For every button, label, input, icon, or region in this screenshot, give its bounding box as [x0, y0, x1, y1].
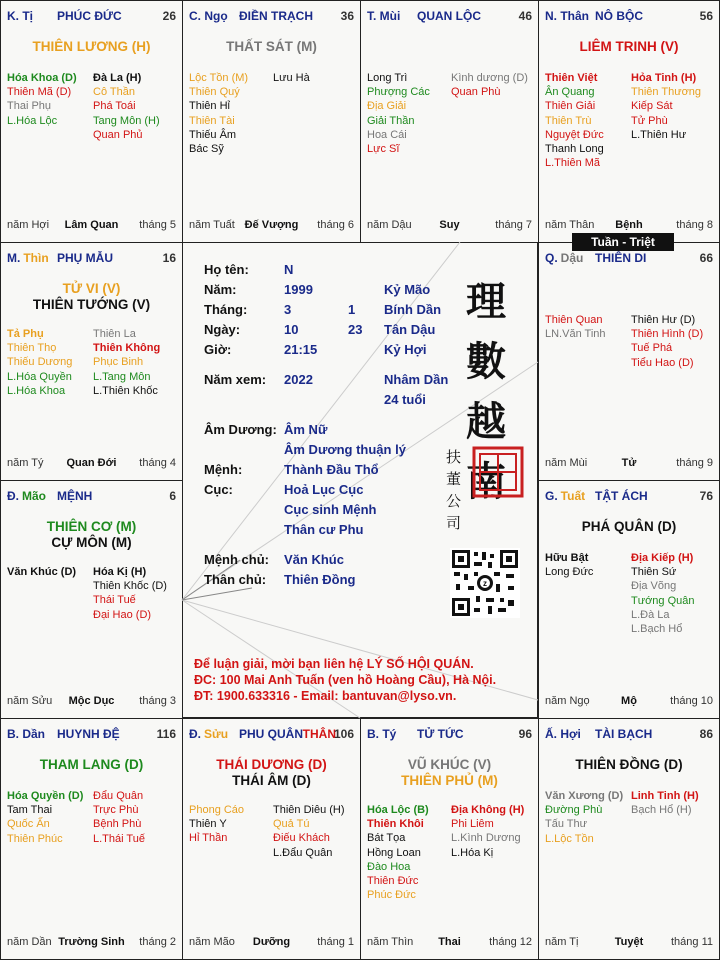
minor-star: L.Hóa Lộc: [7, 114, 58, 127]
footer-month: tháng 11: [670, 936, 713, 948]
lunar-values: [348, 300, 362, 340]
minor-star: Thiếu Âm: [189, 128, 237, 141]
branch-text: G.: [545, 489, 558, 503]
footer-life-stage: Thai: [438, 936, 461, 948]
contact-info: [194, 656, 496, 704]
destiny-labels: [204, 420, 277, 590]
footer-year: năm Dậu: [367, 219, 412, 231]
footer-month: tháng 1: [317, 936, 354, 948]
minor-star: Hữu Bật: [545, 552, 589, 564]
month-can-chi: Bính Dần: [384, 302, 442, 317]
hour-label: Giờ:: [204, 342, 232, 357]
minor-star: L.Thiên Hư: [631, 128, 687, 141]
footer-month: tháng 7: [495, 219, 532, 231]
am-duong-relation: Âm Dương thuận lý: [284, 442, 406, 457]
cuc-relation: Cục sinh Mệnh: [284, 502, 377, 517]
minor-star: Thiên Việt: [545, 72, 598, 84]
minor-star: Thiên Tài: [189, 114, 235, 127]
palace-name: QUAN LỘC: [417, 9, 481, 23]
minor-star: Kình dương (D): [451, 72, 528, 84]
minor-star: Phúc Đức: [367, 889, 416, 902]
vertical-text: [446, 446, 461, 534]
palace-age: 46: [518, 9, 532, 23]
branch-text: T. Mùi: [367, 9, 401, 23]
minor-star: Kiếp Sát: [631, 100, 673, 113]
minor-star: Ân Quang: [545, 86, 595, 99]
minor-star: L.Kình Dương: [451, 832, 521, 845]
minor-star: Đà La (H): [93, 72, 142, 84]
minor-star: Phục Binh: [93, 356, 144, 369]
minor-star: Hồng Loan: [367, 846, 421, 859]
minor-star: Giải Thần: [367, 114, 415, 127]
palace-age: 116: [156, 727, 176, 741]
footer-year: năm Tị: [545, 936, 579, 948]
branch-element: Dậu: [560, 251, 584, 265]
hour-value: 21:15: [284, 342, 318, 357]
menh-value: Thành Đầu Thổ: [284, 462, 379, 477]
footer-year: năm Tý: [7, 457, 44, 469]
vertical-char-2: 董: [446, 470, 462, 488]
contact-line-1: Để luận giải, mời bạn liên hệ LÝ SỐ HỘI QUÁN.: [194, 657, 474, 671]
minor-star: Thiên Quan: [545, 314, 603, 326]
branch-text: B. Tý: [367, 727, 397, 741]
palace-name: ĐIỀN TRẠCH: [239, 9, 313, 23]
branch-text: Đ.: [7, 489, 19, 503]
menh-chu-value: Văn Khúc: [284, 552, 344, 567]
minor-star: L.Bạch Hổ: [631, 623, 683, 636]
calligraphy-char-4: 南: [466, 458, 506, 505]
palace-age: 96: [518, 727, 532, 741]
minor-star: Quan Phủ: [93, 128, 143, 141]
main-star: THÁI ÂM (D): [232, 773, 311, 788]
day-label: Ngày:: [204, 322, 241, 337]
palace-age: 26: [162, 9, 176, 23]
minor-star: L.Tang Môn: [93, 370, 151, 383]
branch-text: M.: [7, 251, 21, 265]
minor-star: Thiên Thương: [631, 86, 702, 99]
vertical-char-3: 公: [446, 492, 462, 510]
minor-star: L.Đẩu Quân: [273, 846, 333, 859]
footer-month: tháng 2: [139, 936, 176, 948]
footer-life-stage: Mộ: [621, 695, 637, 707]
main-star: PHÁ QUÂN (D): [581, 519, 677, 534]
minor-star: Địa Giải: [367, 100, 407, 113]
main-star: VŨ KHÚC (V): [407, 757, 492, 772]
footer-life-stage: Đế Vượng: [244, 219, 299, 231]
footer-month: tháng 3: [139, 695, 176, 707]
minor-star: Tam Thai: [7, 804, 53, 817]
minor-star: Thiên Hỉ: [189, 100, 230, 113]
calligraphy-char-2: 數: [466, 338, 506, 385]
palace-name: TÀI BẠCH: [595, 727, 653, 741]
minor-star: Hoa Cái: [367, 128, 407, 141]
minor-star: Thiên Khốc (D): [93, 580, 167, 593]
footer-month: tháng 4: [139, 457, 176, 469]
footer-month: tháng 5: [139, 219, 176, 231]
minor-star: Văn Xương (D): [545, 790, 624, 802]
minor-star: Địa Võng: [631, 580, 677, 593]
than-chu-label: Thân chủ:: [204, 572, 267, 587]
minor-star: Thái Tuế: [93, 594, 136, 607]
cuc-value: Hoả Lục Cục: [284, 482, 364, 497]
minor-star: Quan Phù: [451, 86, 501, 99]
destiny-values: [284, 420, 406, 590]
minor-star: Điếu Khách: [273, 832, 330, 845]
day-value: 10: [284, 322, 299, 337]
minor-star: Tang Môn (H): [93, 114, 160, 127]
minor-star: Long Trì: [367, 72, 408, 84]
minor-star: Địa Kiếp (H): [631, 552, 694, 564]
minor-star: L.Hóa Kị: [451, 846, 494, 859]
minor-star: Phi Liêm: [451, 818, 494, 831]
palace-name: PHÚC ĐỨC: [57, 9, 122, 23]
minor-star: Thiên Quý: [189, 86, 240, 99]
info-labels: [204, 260, 266, 390]
minor-star: Phá Toái: [93, 100, 136, 113]
minor-star: L.Hóa Khoa: [7, 384, 66, 397]
lunar-month: 1: [348, 302, 356, 317]
year-label: Năm:: [204, 282, 237, 297]
branch-text: C. Ngọ: [189, 9, 228, 23]
minor-star: L.Thái Tuế: [93, 832, 145, 845]
footer-month: tháng 8: [676, 219, 713, 231]
cuc-label: Cục:: [204, 482, 233, 497]
main-star: THIÊN CƠ (M): [46, 519, 137, 534]
lunar-day: 23: [348, 322, 363, 337]
footer-year: năm Mùi: [545, 457, 588, 469]
am-duong-label: Âm Dương:: [204, 422, 277, 437]
minor-star: Hỏa Tinh (H): [631, 72, 697, 84]
footer-month: tháng 10: [670, 695, 713, 707]
minor-star: Trực Phù: [93, 804, 139, 817]
main-star: THIÊN LƯƠNG (H): [32, 39, 151, 54]
footer-month: tháng 12: [489, 936, 532, 948]
minor-star: L.Thiên Khốc: [93, 384, 158, 397]
minor-star: Thiên Hình (D): [631, 328, 704, 341]
main-star: THÁI DƯƠNG (D): [216, 757, 327, 772]
name-label: Họ tên:: [204, 262, 249, 277]
palace-name: TẬT ÁCH: [595, 489, 648, 503]
year-can-chi: Kỷ Mão: [384, 282, 431, 297]
footer-life-stage: Suy: [439, 219, 460, 231]
minor-star: L.Thiên Mã: [545, 157, 601, 170]
minor-star: Lộc Tồn (M): [189, 72, 249, 84]
menh-label: Mệnh:: [204, 462, 243, 477]
red-seal-stamp: [470, 444, 526, 500]
main-star: THIÊN ĐỒNG (D): [575, 757, 683, 772]
minor-star: Đẩu Quân: [93, 790, 144, 802]
branch-text: B. Dần: [7, 727, 46, 741]
calligraphy-char-3: 越: [466, 398, 506, 445]
qr-code: [450, 548, 520, 618]
minor-star: Cô Thần: [93, 86, 135, 99]
palace-name: PHU QUÂN: [239, 727, 304, 741]
minor-star: Văn Khúc (D): [7, 566, 77, 578]
palace-name: NÔ BỘC: [595, 9, 643, 23]
minor-star: Tử Phù: [631, 114, 668, 127]
minor-star: Bát Tọa: [367, 832, 406, 845]
branch-text: K. Tị: [7, 9, 33, 23]
minor-star: Phong Cáo: [189, 804, 245, 816]
minor-star: L.Hóa Quyền: [7, 370, 72, 383]
palace-age: 86: [699, 727, 713, 741]
minor-star: Bác Sỹ: [189, 143, 224, 156]
contact-line-3: ĐT: 1900.633316 - Email: bantuvan@lyso.vn.: [194, 689, 457, 703]
minor-star: Thiên Trù: [545, 114, 592, 127]
branch-text: Đ.: [189, 727, 201, 741]
than-position: Thân cư Phu: [284, 522, 364, 537]
minor-star: Hỉ Thần: [189, 832, 228, 845]
minor-star: Nguyệt Đức: [545, 128, 604, 141]
footer-year: năm Hợi: [7, 219, 50, 231]
am-duong-value: Âm Nữ: [284, 422, 328, 437]
minor-star: Tướng Quân: [631, 594, 695, 607]
minor-star: Lực Sĩ: [367, 143, 400, 156]
footer-month: tháng 9: [676, 457, 713, 469]
footer-year: năm Sửu: [7, 695, 53, 707]
branch-text: Q.: [545, 251, 558, 265]
minor-star: Thiên Sứ: [631, 566, 677, 579]
branch-element: Mão: [22, 489, 46, 503]
minor-star: LN.Văn Tinh: [545, 328, 606, 341]
minor-star: Tuế Phá: [631, 342, 673, 355]
main-star: THIÊN PHỦ (M): [401, 773, 498, 788]
footer-year: năm Ngọ: [545, 695, 590, 707]
minor-star: Thiên Thọ: [7, 342, 57, 355]
name-value: N: [284, 262, 294, 277]
minor-star: Quả Tú: [273, 818, 310, 831]
minor-star: Hóa Quyền (D): [7, 790, 84, 802]
main-star: CỰ MÔN (M): [51, 535, 132, 550]
minor-star: Lưu Hà: [273, 72, 310, 84]
minor-star: Thiên Y: [189, 818, 227, 831]
palace-name: THIÊN DI: [595, 251, 647, 265]
minor-star: Linh Tinh (H): [631, 790, 699, 802]
year-value: 1999: [284, 282, 313, 297]
contact-line-2: ĐC: 100 Mai Anh Tuấn (ven hồ Hoàng Cầu), Hà Nội.: [194, 673, 497, 687]
palace-name: HUYNH ĐỆ: [57, 727, 120, 741]
palace-name: MỆNH: [57, 489, 93, 503]
minor-star: Phượng Các: [367, 86, 430, 99]
minor-star: Thiên Hư (D): [631, 314, 696, 326]
palace-age: 66: [699, 251, 713, 265]
minor-star: L.Lộc Tồn: [545, 832, 594, 845]
minor-star: Thiên Khôi: [367, 818, 424, 831]
hour-can-chi: Kỷ Hợi: [384, 342, 427, 357]
main-star: THẤT SÁT (M): [226, 39, 317, 54]
view-year-value: 2022: [284, 372, 313, 387]
palace-age: 56: [699, 9, 713, 23]
age-text: 24 tuổi: [384, 392, 426, 407]
main-star: THAM LANG (D): [39, 757, 144, 772]
minor-star: Bạch Hổ (H): [631, 804, 692, 817]
palace-age: 6: [169, 489, 176, 503]
minor-star: Tiểu Hao (D): [631, 356, 694, 369]
footer-year: năm Mão: [189, 936, 235, 948]
minor-star: Tấu Thư: [545, 818, 588, 831]
minor-star: Quốc Ấn: [7, 818, 50, 831]
footer-year: năm Tuất: [189, 219, 235, 231]
minor-star: Thai Phụ: [7, 100, 52, 113]
info-values: [284, 260, 317, 390]
minor-star: Thiên La: [93, 328, 136, 340]
branch-element: Tuất: [560, 489, 586, 503]
main-star: TỬ VI (V): [62, 281, 121, 296]
minor-star: Thiên Không: [93, 342, 161, 355]
minor-star: Thanh Long: [545, 143, 604, 156]
minor-star: Đường Phù: [545, 804, 603, 817]
footer-life-stage: Lâm Quan: [64, 219, 119, 231]
minor-star: Hóa Kị (H): [93, 566, 147, 578]
minor-star: Đại Hao (D): [93, 608, 152, 621]
minor-star: Hóa Lộc (B): [367, 804, 429, 816]
palace-age: 76: [699, 489, 713, 503]
can-chi-values: [384, 280, 448, 410]
minor-star: Địa Không (H): [451, 804, 525, 816]
minor-star: L.Đà La: [631, 608, 670, 621]
month-label: Tháng:: [204, 302, 248, 317]
vertical-char-1: 扶: [446, 448, 462, 466]
branch-text: N. Thân: [545, 9, 589, 23]
than-tag: THÂN: [302, 727, 336, 741]
branch-element: Sửu: [204, 727, 229, 741]
footer-life-stage: Quan Đới: [66, 457, 117, 469]
footer-life-stage: Dưỡng: [252, 936, 291, 948]
minor-star: Thiên Mã (D): [7, 86, 72, 99]
footer-life-stage: Bệnh: [615, 219, 643, 231]
palace-age: 16: [162, 251, 176, 265]
minor-star: Thiên Phúc: [7, 832, 63, 845]
branch-text: Ấ. Hợi: [545, 727, 581, 741]
minor-star: Long Đức: [545, 566, 594, 579]
footer-life-stage: Mộc Dục: [68, 695, 115, 707]
svg-text:z: z: [483, 579, 487, 588]
month-value: 3: [284, 302, 292, 317]
footer-month: tháng 6: [317, 219, 354, 231]
vertical-char-4: 司: [446, 514, 462, 532]
minor-star: Thiên Giải: [545, 100, 596, 113]
view-year-label: Năm xem:: [204, 372, 267, 387]
palace-name: PHỤ MẪU: [57, 251, 113, 265]
calligraphy-char-1: 理: [466, 278, 506, 325]
footer-year: năm Thân: [545, 219, 595, 231]
tuan-triet-badge: Tuần - Triệt: [572, 233, 674, 251]
footer-life-stage: Tử: [621, 457, 637, 469]
minor-star: Hóa Khoa (D): [7, 72, 77, 84]
footer-year: năm Thìn: [367, 936, 414, 948]
minor-star: Thiên Đức: [367, 875, 419, 888]
branch-element: Thìn: [23, 251, 49, 265]
day-can-chi: Tân Dậu: [384, 322, 436, 337]
footer-life-stage: Trường Sinh: [58, 936, 125, 948]
minor-star: Đào Hoa: [367, 860, 411, 873]
minor-star: Thiếu Dương: [7, 356, 73, 369]
view-year-can-chi: Nhâm Dần: [384, 372, 449, 387]
palace-age: 36: [340, 9, 354, 23]
than-chu-value: Thiên Đồng: [284, 572, 356, 587]
minor-star: Tả Phụ: [7, 328, 44, 340]
footer-year: năm Dần: [7, 936, 52, 948]
palace-name: TỬ TỨC: [417, 727, 464, 741]
palace-age: 106: [333, 727, 354, 741]
menh-chu-label: Mệnh chủ:: [204, 552, 269, 567]
main-star: LIÊM TRINH (V): [579, 39, 679, 54]
footer-life-stage: Tuyệt: [614, 936, 644, 948]
minor-star: Bệnh Phù: [93, 818, 142, 831]
minor-star: Thiên Diêu (H): [273, 804, 345, 816]
main-star: THIÊN TƯỚNG (V): [32, 297, 151, 312]
